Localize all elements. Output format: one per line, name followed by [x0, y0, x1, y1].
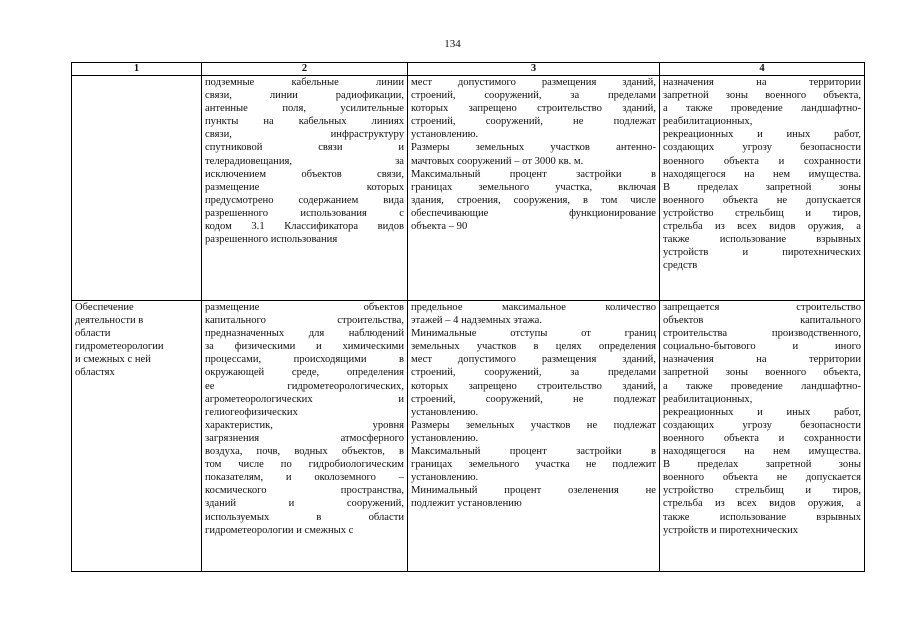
parameters-cell — [408, 301, 660, 572]
cell-text-line: стрельба из всех видов оружия, а — [663, 221, 861, 233]
cell-text-line: и смежных с ней — [75, 354, 151, 366]
cell-text-line: здания, строения, сооружения, в том числе — [411, 194, 656, 206]
cell-text-line: мачтовых сооружений – от 3000 кв. м. — [411, 155, 584, 167]
table-header-row — [72, 63, 865, 76]
cell-text-line: Минимальный процент озеленения не — [411, 485, 656, 497]
cell-text-line: военного объекта и сохранности — [663, 432, 861, 444]
cell-paragraph — [411, 301, 656, 327]
column-header-2: 2 — [202, 63, 408, 76]
cell-text-line: устройство стрельбищ и тиров, — [663, 207, 861, 219]
cell-text-line: которых запрещено строительство зданий, — [411, 380, 656, 392]
cell-text-line: предельное максимальное количество — [411, 302, 656, 313]
cell-text-line: процессами, происходящими в — [205, 354, 404, 366]
cell-text-line: военного объекта и сохранности — [663, 155, 861, 167]
cell-text-line: границах земельного участка не подлежит — [411, 459, 656, 471]
cell-text-line: областях — [75, 367, 115, 379]
cell-text-line: реабилитационных, — [663, 393, 753, 405]
cell-text-line: создающих угрозу безопасности — [663, 419, 861, 431]
column-header-4: 4 — [660, 63, 865, 76]
cell-text-line: космического пространства, — [205, 485, 404, 497]
cell-text-line: границах земельного участка, включая — [411, 181, 656, 193]
column-header-3: 3 — [408, 63, 660, 76]
cell-text-line: рекреационных и иных работ, — [663, 129, 861, 141]
cell-text-line: размещение объектов — [205, 302, 404, 313]
use-type-cell — [72, 301, 202, 572]
cell-text-line: показателям, и околоземного – — [205, 472, 404, 484]
cell-text-line: антенные поля, усилительные — [205, 103, 404, 115]
cell-text-line: также использование взрывных — [663, 234, 861, 246]
cell-text-line: размещение которых — [205, 181, 404, 193]
cell-text-line: а также проведение ландшафтно- — [663, 380, 861, 392]
cell-text-line: запрещается строительство — [663, 302, 861, 313]
cell-text-line: гидрометеорологии — [75, 341, 164, 353]
cell-text-line: гелиогеофизических — [205, 406, 298, 418]
cell-text-line: установлению. — [411, 432, 479, 444]
cell-text-line: реабилитационных, — [663, 116, 753, 128]
cell-text-line: разрешенного использования с — [205, 207, 404, 219]
cell-text-line: Размеры земельных участков не подлежат — [411, 419, 656, 431]
cell-text-line: ее гидрометеорологических, — [205, 380, 404, 392]
cell-text-line: устройств и пиротехнических — [663, 524, 799, 536]
cell-text-line: строений, сооружений, не подлежат — [411, 393, 656, 405]
cell-text-line: В пределах запретной зоны — [663, 181, 861, 193]
cell-text-line: запретной зоны военного объекта, — [663, 90, 861, 102]
cell-text-line: назначения на территории — [663, 354, 861, 366]
parameters-cell — [408, 76, 660, 301]
cell-text-line: объектов капитального — [663, 315, 861, 327]
page-number: 134 — [444, 38, 461, 50]
cell-text-line: а также проведение ландшафтно- — [663, 103, 861, 115]
regulations-table — [71, 62, 865, 572]
cell-text-line: мест допустимого размещения зданий, — [411, 354, 656, 366]
cell-text-line: области — [75, 328, 111, 340]
cell-paragraph — [411, 327, 656, 419]
cell-text-line: обеспечивающие функционирование — [411, 207, 656, 219]
cell-text-line: характеристик, уровня — [205, 419, 404, 431]
cell-text-line: земельных участков в целях определения — [411, 341, 656, 353]
use-description-cell — [202, 76, 408, 301]
cell-text-line: Обеспечение — [75, 302, 134, 313]
restrictions-cell — [660, 76, 865, 301]
cell-text-line: гидрометеорологии и смежных с — [205, 524, 354, 536]
table-row — [72, 301, 865, 572]
cell-text-line: назначения на территории — [663, 77, 861, 88]
cell-text-line: создающих угрозу безопасности — [663, 142, 861, 154]
cell-text-line: которых запрещено строительство зданий, — [411, 103, 656, 115]
cell-text-line: Максимальный процент застройки в — [411, 446, 656, 458]
cell-text-line: устройств и пиротехнических — [663, 247, 861, 259]
cell-text-line: деятельности в — [75, 315, 144, 327]
cell-text-line: пункты на кабельных линиях — [205, 116, 404, 128]
cell-paragraph — [411, 168, 656, 233]
cell-text-line: подземные кабельные линии — [205, 77, 404, 88]
cell-text-line: находящегося на нем имущества. — [663, 168, 861, 180]
cell-text-line: зданий и сооружений, — [205, 498, 404, 510]
use-description-cell — [202, 301, 408, 572]
cell-paragraph — [411, 76, 656, 141]
cell-text-line: связи, линии радиофикации, — [205, 90, 404, 102]
cell-text-line: установлению. — [411, 129, 479, 141]
cell-text-line: строений, сооружений, за пределами — [411, 90, 656, 102]
cell-text-line: также использование взрывных — [663, 511, 861, 523]
cell-text-line: Максимальный процент застройки в — [411, 168, 656, 180]
cell-paragraph — [411, 484, 656, 510]
cell-text-line: кодом 3.1 Классификатора видов — [205, 221, 404, 233]
cell-text-line: спутниковой связи и — [205, 142, 404, 154]
cell-text-line: используемых в области — [205, 511, 404, 523]
cell-text-line: строений, сооружений, за пределами — [411, 367, 656, 379]
cell-text-line: телерадиовещания, за — [205, 155, 404, 167]
cell-text-line: социально-бытового и иного — [663, 341, 861, 353]
cell-text-line: подлежит установлению — [411, 498, 522, 510]
cell-text-line: военного объекта не допускается — [663, 472, 861, 484]
cell-text-line: окружающей среде, определения — [205, 367, 404, 379]
cell-text-line: том числе по гидробиологическим — [205, 459, 404, 471]
cell-text-line: за физическими и химическими — [205, 341, 404, 353]
cell-text-line: находящегося на нем имущества. — [663, 446, 861, 458]
cell-text-line: предусмотрено содержанием вида — [205, 194, 404, 206]
cell-text-line: связи, инфраструктуру — [205, 129, 404, 141]
cell-text-line: стрельба из всех видов оружия, а — [663, 498, 861, 510]
cell-paragraph — [411, 419, 656, 445]
cell-text-line: средств — [663, 260, 698, 272]
column-header-1: 1 — [72, 63, 202, 76]
cell-text-line: агрометеорологических и — [205, 393, 404, 405]
cell-paragraph — [411, 141, 656, 167]
cell-paragraph — [411, 445, 656, 484]
cell-text-line: разрешенного использования — [205, 234, 338, 246]
cell-text-line: строительства производственного, — [663, 328, 861, 340]
cell-text-line: рекреационных и иных работ, — [663, 406, 861, 418]
cell-text-line: воздуха, почв, водных объектов, в — [205, 446, 404, 458]
cell-text-line: запретной зоны военного объекта, — [663, 367, 861, 379]
cell-text-line: установлению. — [411, 472, 479, 484]
cell-text-line: этажей – 4 надземных этажа. — [411, 315, 542, 327]
cell-text-line: устройство стрельбищ и тиров, — [663, 485, 861, 497]
cell-text-line: военного объекта не допускается — [663, 194, 861, 206]
cell-text-line: строений, сооружений, не подлежат — [411, 116, 656, 128]
cell-text-line: Размеры земельных участков антенно- — [411, 142, 656, 154]
use-type-cell — [72, 76, 202, 301]
restrictions-cell — [660, 301, 865, 572]
cell-text-line: исключением объектов связи, — [205, 168, 404, 180]
table-row — [72, 76, 865, 301]
cell-text-line: В пределах запретной зоны — [663, 459, 861, 471]
cell-text-line: предназначенных для наблюдений — [205, 328, 404, 340]
cell-text-line: капитального строительства, — [205, 315, 404, 327]
cell-text-line: мест допустимого размещения зданий, — [411, 77, 656, 88]
cell-text-line: Минимальные отступы от границ — [411, 328, 656, 340]
cell-text-line: установлению. — [411, 406, 479, 418]
cell-text-line: загрязнения атмосферного — [205, 432, 404, 444]
cell-text-line: объекта – 90 — [411, 221, 468, 233]
